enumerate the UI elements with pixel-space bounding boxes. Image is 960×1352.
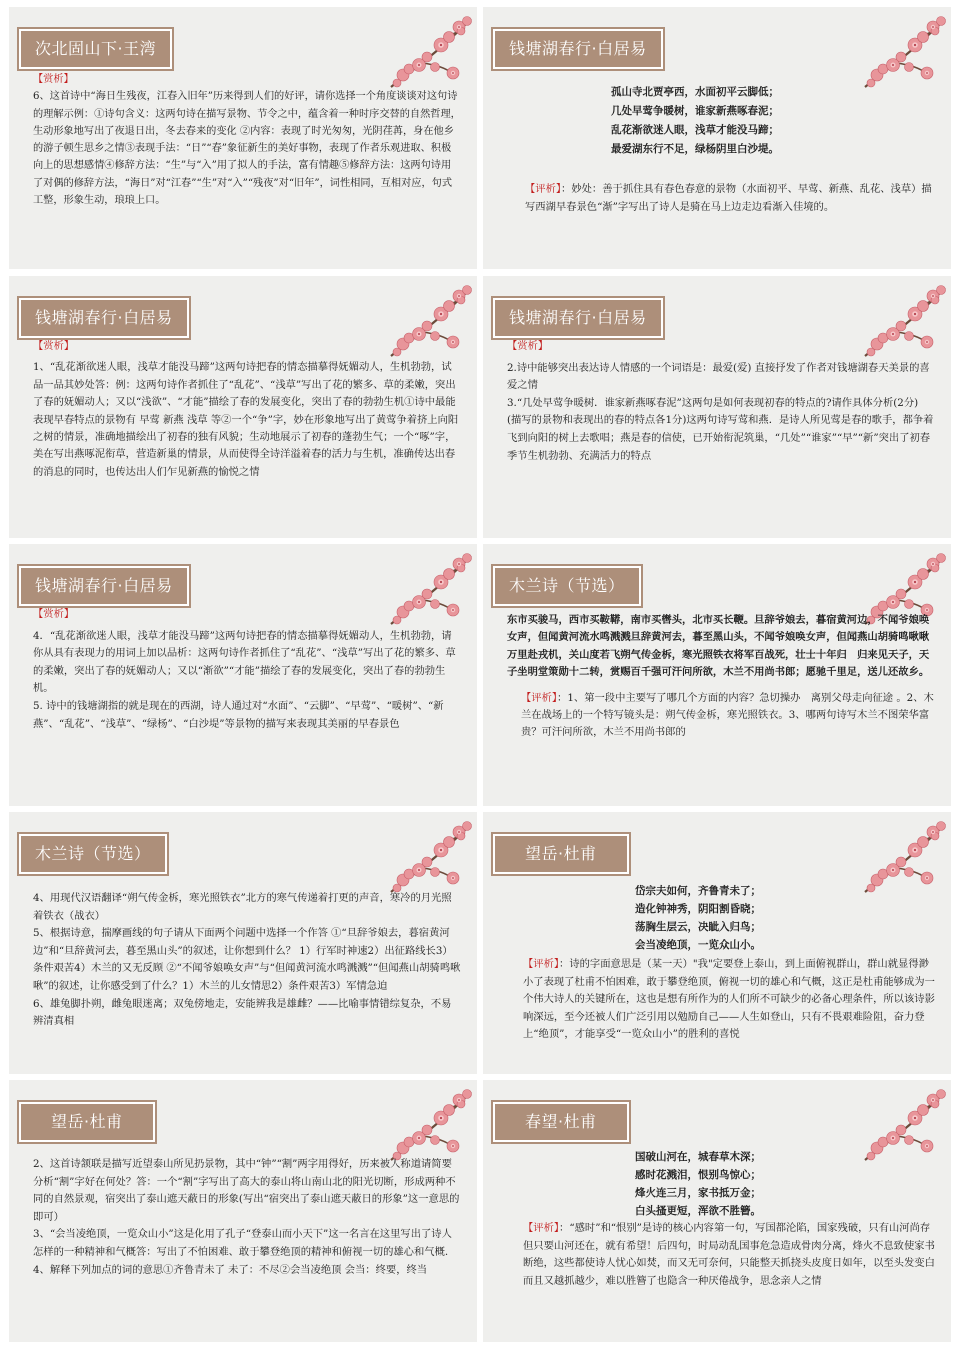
analysis-text: 1、“乱花渐欲迷人眼，浅草才能没马蹄”这两句诗把春的情态描摹得妩媚动人，生机勃勃，试品一品其妙处答：例：这两句诗作者抓住了“乱花”、“浅草”写出了花的繁多、草的柔嫩，突出了春的妩媚动人；又以“浅欲”、“才能”描绘了春的发展变化，突出了春的勃勃生机①诗中最能表现早春特点的景物有 早莺 新燕 浅草 等②一个“争”字，妙在形象地写出了黄莺争着挤上向阳之树的情景，准确地描绘出了初春的独有风貌；生动地展示了初春的蓬勃生气；一个“啄”字，美在写出燕啄泥衔草，营造新巢的情景，从而使得全诗洋溢着春的活力与生机，准确传达出春的消息的同时，也传达出人们乍见新燕的愉悦之情 <box>33 361 459 478</box>
analysis-text-2: 3.“几处早莺争暖树．谁家新燕啄春泥”这两句是如何表现初春的特点的?请作具体分析(2分) (描写的景物和表现出的春的特点各1分)这两句诗写莺和燕．是诗人所见莺是春的歌手，都争着飞到向阳的树上去歌唱；燕是春的信使，已开始衔泥筑巢，“几处”“谁家”“早”“新”突出了初春季节生机勃勃、充满活力的特点 <box>507 396 934 462</box>
analysis-text-1: 2.诗中能够突出表达诗人情感的一个词语是：最爱(爱) 直接抒发了作者对钱塘湖春天美景的喜爱之情 <box>507 361 930 392</box>
analysis-tag: 【赏析】 <box>507 340 549 352</box>
poem-line: 荡胸生层云，决眦入归鸟； <box>635 921 761 933</box>
slide-content <box>33 890 461 1031</box>
slide-title: 望岳·杜甫 <box>493 834 629 874</box>
slide-content <box>507 1148 935 1290</box>
analysis-text-3: 6、雄兔脚扑朔，雌兔眼迷离；双兔傍地走，安能辨我是雄雌？——比喻事情错综复杂，不易辨清真相 <box>33 997 452 1028</box>
poem-line: 会当凌绝顶，一览众山小。 <box>635 939 761 951</box>
slide-content <box>507 338 935 465</box>
comment-text: ：“感时”和“恨别”是诗的核心内容第一句，写国都沦陷，国家残破，只有山河尚存但只要山河还在，就有希望！后四句，时局动乱国事危急造成骨肉分离，烽火不息致使家书断绝，这些都使诗人忧心如焚，而又无可奈何，只能整天抓挠头皮度日如年，以至头发变白而且又越抓越少，难以胜簪了也隐含一种厌倦战争，思念亲人之情 <box>523 1222 935 1287</box>
slide-title: 次北固山下·王湾 <box>19 29 172 69</box>
plum-blossom-icon <box>383 814 475 896</box>
slide-title: 春望·杜甫 <box>493 1102 629 1142</box>
slide-title: 钱塘湖春行·白居易 <box>493 29 663 69</box>
slide-8[interactable] <box>483 812 951 1074</box>
analysis-tag: 【赏析】 <box>33 608 75 620</box>
analysis-text-2: 5、根据诗意，揣摩画线的句子请从下面两个问题中选择一个作答 ①“旦辞爷娘去，暮宿黄河边”和“旦辞黄河去，暮至黑山头”的叙述，让你想到什么？ 1）行军时神速2）出征路线长3）条件艰苦4）木兰的又无反顾 ②“不闻爷娘唤女声”与“但闻黄河流水鸣溅溅”“但闻燕山胡骑鸣啾啾”的叙述，让你感受到了什么？1）木兰的儿女情思2）条件艰苦3）军情急迫 <box>33 927 461 992</box>
analysis-text-1: 4、用现代汉语翻译“朔气传金柝，寒光照铁衣”北方的寒气传递着打更的声音，寒冷的月光照着铁衣（战衣） <box>33 892 452 922</box>
plum-blossom-icon <box>857 9 949 91</box>
slide-content <box>33 1156 461 1279</box>
poem-line: 国破山河在，城春草木深； <box>635 1151 761 1163</box>
comment-text: ：妙处：善于抓住具有春色春意的景物（水面初平、早莺、新燕、乱花、浅草）描写西湖早春景色“渐”字写出了诗人是骑在马上边走边看渐入佳境的。 <box>525 183 932 213</box>
analysis-text-2: 3、“会当凌绝顶，一览众山小”这是化用了孔子“登泰山而小天下”这一名言在这里写出了诗人怎样的一种精神和气概答：写出了不怕困难、敢于攀登绝顶的精神和俯视一切的雄心和气概. <box>33 1228 452 1258</box>
slide-content <box>33 338 461 481</box>
analysis-text-1: 4．“乱花渐欲迷人眼，浅草才能没马蹄”这两句诗把春的情态描摹得妩媚动人，生机勃勃，请你从具有表现力的用词上加以品析：这两句诗作者抓住了“乱花”、“浅草”写出了花的繁多、草的柔嫩，突出了春的妩媚动人；又以“渐欲”“才能”描绘了春的发展变化，突出了春的勃勃生机。 <box>33 629 456 695</box>
poem-line: 几处早莺争暖树，谁家新燕啄春泥； <box>611 105 779 117</box>
comment-tag: 【评析】 <box>521 691 558 704</box>
slide-content <box>33 71 461 209</box>
plum-blossom-icon <box>383 1082 475 1164</box>
comment-text: ：诗的字面意思是（某一天）"我"定要登上泰山，到上面俯视群山，群山就显得渺小了表现了杜甫不怕困难，敢于攀登绝顶，俯视一切的雄心和气概，这正是杜甫能够成为一个伟大诗人的关键所在，这也是想有所作为的人们所不可缺少的必备心理条件，所以该诗影响深远，至今还被人们广泛引用以勉励自己——人生如登山，只有不畏艰难险阻，奋力登上“绝顶”，才能享受“一览众山小”的胜利的喜悦 <box>523 958 935 1041</box>
poem-line: 最爱湖东行不足，绿杨阴里白沙堤。 <box>611 143 779 155</box>
slide-title: 木兰诗（节选） <box>493 566 641 606</box>
poem-stanza-1: 东市买骏马，西市买鞍鞯，南市买辔头，北市买长鞭。旦辞爷娘去，暮宿黄河边，不闻爷娘唤女声，但闻黄河流水鸣溅溅旦辞黄河去，暮至黑山头，不闻爷娘唤女声，但闻燕山胡骑鸣啾啾 <box>507 614 930 644</box>
slide-9[interactable] <box>9 1080 477 1342</box>
poem-line: 乱花渐欲迷人眼，浅草才能没马蹄； <box>611 124 779 136</box>
slide-content <box>507 83 935 216</box>
comment-text: ：1、第一段中主要写了哪几个方面的内容？急切操办 离别父母走向征途 。2、木兰在战场上的一个特写镜头是：朔气传金柝，寒光照铁衣。3、哪两句诗写木兰不图荣华富贵？可汗问所欲，木兰不用尚书郎的 <box>521 691 934 739</box>
slide-title: 木兰诗（节选） <box>19 834 167 874</box>
comment-tag: 【评析】 <box>525 183 562 195</box>
slide-content <box>507 882 935 1044</box>
slide-4[interactable] <box>483 276 951 538</box>
slide-content <box>507 612 935 742</box>
comment-tag: 【评析】 <box>523 958 560 970</box>
slide-title: 钱塘湖春行·白居易 <box>493 298 663 338</box>
poem <box>507 882 935 954</box>
comment-tag: 【评析】 <box>523 1222 560 1234</box>
slide-5[interactable] <box>9 544 477 806</box>
analysis-text-2: 5. 诗中的钱塘湖指的就是现在的西湖，诗人通过对“水面”、“云脚”、“早莺”、“暖树”、“新燕”、“乱花”、“浅草”、“绿杨”、“白沙堤”等景物的描写来表现其美丽的早春景色 <box>33 699 444 730</box>
slide-3[interactable] <box>9 276 477 538</box>
slide-title: 钱塘湖春行·白居易 <box>19 298 189 338</box>
poem-line: 白头搔更短，浑欲不胜簪。 <box>635 1205 761 1217</box>
slide-title: 钱塘湖春行·白居易 <box>19 566 189 606</box>
slide-title: 望岳·杜甫 <box>19 1102 155 1142</box>
analysis-text-1: 2、这首诗颔联是描写近望泰山所见扔景物，其中“钟”“割”两字用得好，历来被人称道请简要分析“割”字好在何处？答：一个“割”字写出了高大的泰山将山南山北的阳光切断，形成两种不同的自然景观，宿突出了泰山遮天蔽日的形象(写出“宿突出了泰山遮天蔽日的形象”这一意思的即可） <box>33 1158 460 1223</box>
poem-line: 造化钟神秀，阴阳割昏晓； <box>635 903 761 915</box>
slide-6[interactable] <box>483 544 951 806</box>
poem-stanza-2: 万里赴戎机，关山度若飞朔气传金柝，寒光照铁衣将军百战死，壮士十年归 归来见天子，天子坐明堂策勋十二转，赏赐百千强可汗问所欲，木兰不用尚书郎；愿驰千里足，送儿还故乡。 <box>507 648 930 679</box>
poem-line: 孤山寺北贾亭西，水面初平云脚低； <box>611 86 779 98</box>
analysis-tag: 【赏析】 <box>33 74 74 85</box>
slide-2[interactable] <box>483 7 951 269</box>
poem-line: 感时花溅泪，恨别鸟惊心； <box>635 1169 761 1181</box>
poem-line: 烽火连三月，家书抵万金； <box>635 1187 761 1199</box>
slide-content <box>33 606 461 733</box>
poem <box>507 83 935 159</box>
analysis-text: 6、这首诗中“海日生残夜，江春入旧年”历来得到人们的好评，请你选择一个角度谈谈对这句诗的理解示例：①诗句含义：这两句诗在描写景物、节令之中，蕴含着一种时序交替的自然哲理，生动形象地写出了夜退日出，冬去春来的变化 ②内容：表现了时光匆匆，光阴荏苒，身在他乡的游子顿生思乡之情③表现手法：“日”“春”象征新生的美好事物，表现了作者乐观进取、积极向上的思想感情④修辞方法：“生”与“入”用了拟人的手法，富有情趣⑤修辞方法：这两句诗用了对偶的修辞方法，“海日”对“江春”“生”对“入”“残夜”对“旧年”，词性相同，互相对应，句式工整，形象生动，琅琅上口。 <box>33 91 461 207</box>
analysis-text-3: 4、解释下列加点的词的意思①齐鲁青未了 未了：不尽②会当凌绝顶 会当：终要，终当 <box>33 1263 428 1276</box>
slide-1[interactable] <box>9 7 477 269</box>
analysis-tag: 【赏析】 <box>33 340 75 352</box>
slide-7[interactable] <box>9 812 477 1074</box>
poem <box>507 1148 935 1220</box>
slide-10[interactable] <box>483 1080 951 1342</box>
poem-line: 岱宗夫如何，齐鲁青未了； <box>635 885 761 897</box>
